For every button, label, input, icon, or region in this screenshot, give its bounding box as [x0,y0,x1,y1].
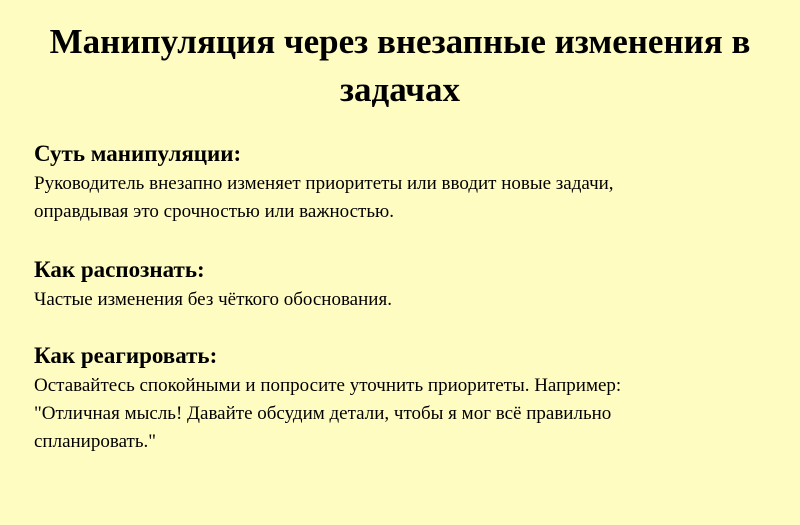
section-text: Оставайтесь спокойными и попросите уточнить приоритеты. Например: "Отличная мысль! Давайте обсудим детали, чтобы я мог всё правильно спланировать." [34,375,622,452]
section-heading: Как реагировать: [34,343,218,368]
section-essence [34,140,774,226]
section-react [34,342,774,456]
section-recognize [34,256,774,314]
section-heading: Как распознать: [34,257,205,282]
section-text: Частые изменения без чёткого обоснования. [34,289,392,310]
section-text: Руководитель внезапно изменяет приоритеты или вводит новые задачи, оправдывая это срочностью или важностью. [34,173,614,222]
section-heading: Суть манипуляции: [34,141,242,166]
page-title: Манипуляция через внезапные изменения в задачах [49,22,751,109]
